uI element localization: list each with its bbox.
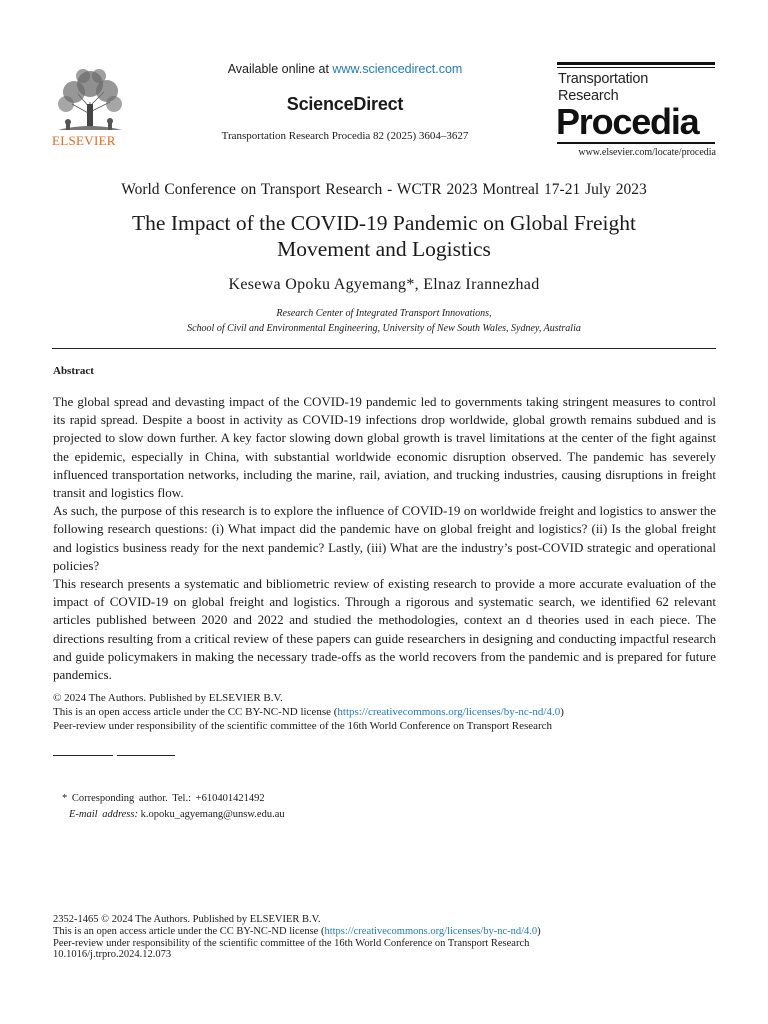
- affiliation-line-2: School of Civil and Environmental Engineering, University of New South Wales, Sydney, Australia: [187, 322, 581, 334]
- footer-license-line: [53, 926, 716, 938]
- footer-peer-review-line: Peer-review under responsibility of the scientific committee of the 16th World Conference on Transport Research: [53, 937, 530, 949]
- journal-citation: Transportation Research Procedia 82 (2025) 3604–3627: [221, 130, 469, 142]
- footnote-rule-2: [117, 755, 175, 756]
- elsevier-wordmark: ELSEVIER: [52, 133, 116, 148]
- peer-review-line: Peer-review under responsibility of the scientific committee of the 16th World Conference on Transport Research: [53, 720, 553, 732]
- title-line-2: Movement and Logistics: [277, 237, 491, 261]
- title-line-1: The Impact of the COVID-19 Pandemic on Global Freight: [132, 211, 636, 235]
- abstract-paragraph-2: As such, the purpose of this research is to explore the influence of COVID-19 on worldwide freight and logistics to answer the following research questions: (i) What impact did the pandemic have on global freight and logistics? (ii) Is the global freight and logistics business ready for the next pandemic? Lastly, (iii) What are the industry’s post-COVID strategic and operational policies?: [53, 503, 716, 573]
- footer-doi[interactable]: 10.1016/j.trpro.2024.12.073: [53, 949, 172, 961]
- abstract-heading: Abstract: [53, 365, 94, 377]
- available-online-line: [220, 62, 470, 76]
- affiliation-line-1: Research Center of Integrated Transport Innovations,: [276, 308, 492, 319]
- footer-license-suffix: ): [537, 925, 541, 937]
- license-prefix: This is an open access article under the CC BY-NC-ND license (: [53, 706, 338, 718]
- available-prefix: Available online at: [227, 62, 333, 76]
- page-footer: [53, 914, 716, 961]
- footer-license-link[interactable]: https://creativecommons.org/licenses/by-nc-nd/4.0: [324, 925, 538, 937]
- affiliation: [60, 307, 708, 336]
- license-suffix: ): [560, 706, 564, 718]
- conference-line: World Conference on Transport Research - WCTR 2023 Montreal 17-21 July 2023: [121, 181, 647, 198]
- journal-logo-line3: Procedia: [556, 101, 699, 142]
- abstract-paragraph-1: The global spread and devasting impact of the COVID-19 pandemic led to governments taking stringent measures to control its rapid spread. Despite a boost in activity as COVID-19 infections drop worldwide, global growth remains subdued and is projected to slow down further. A key factor slowing down global growth is travel limitations at the center of the fight against the epidemic, especially in China, with substantial worldwide economic disruption observed. The pandemic has severely influenced transportation networks, including the marine, rail, aviation, and trucking industries, causing disruptions in freight transit and logistics flow.: [53, 394, 716, 501]
- footer-issn-line: 2352-1465 © 2024 The Authors. Published by ELSEVIER B.V.: [53, 914, 321, 925]
- journal-logo-rule-bottom: [557, 142, 715, 144]
- authors: Kesewa Opoku Agyemang*, Elnaz Irannezhad: [228, 276, 540, 293]
- sciencedirect-link[interactable]: www.sciencedirect.com: [332, 62, 463, 76]
- journal-logo-line2: Research: [558, 88, 619, 104]
- sciencedirect-wordmark: ScienceDirect: [286, 94, 404, 114]
- copyright-notes: [53, 691, 716, 733]
- journal-url[interactable]: www.elsevier.com/locate/procedia: [578, 147, 716, 158]
- abstract-body: [53, 393, 716, 684]
- journal-logo-rule-top: [557, 62, 715, 65]
- footnote-rule: [53, 755, 113, 756]
- corresponding-author-note: * Corresponding author. Tel.: +610401421492: [62, 793, 265, 804]
- journal-logo-line1: Transportation: [558, 71, 649, 87]
- license-line: [53, 705, 716, 719]
- paper-title: [60, 210, 708, 262]
- license-link[interactable]: https://creativecommons.org/licenses/by-nc-nd/4.0: [337, 706, 561, 718]
- abstract-paragraph-3: This research presents a systematic and bibliometric review of existing research to provide a more accurate evaluation of the impact of COVID-19 on global freight and logistics. Through a rigorous and systematic search, we identified 62 relevant articles published between 2020 and 2022 and studied the methodologies, context an d theories used in each piece. The directions resulting from a critical review of these papers can guide researchers in designing and conducting impactful research and guide policymakers in making the necessary trade-offs as the world recovers from the pandemic and is prepared for future pandemics.: [53, 576, 716, 683]
- journal-logo-rule-thin: [557, 67, 715, 68]
- footer-license-prefix: This is an open access article under the CC BY-NC-ND license (: [53, 925, 325, 937]
- email-address[interactable]: k.opoku_agyemang@unsw.edu.au: [140, 809, 285, 820]
- email-note: [69, 809, 285, 820]
- email-label: E-mail address:: [69, 809, 138, 820]
- copyright-line: © 2024 The Authors. Published by ELSEVIER B.V.: [53, 692, 283, 704]
- header-divider: [52, 348, 716, 349]
